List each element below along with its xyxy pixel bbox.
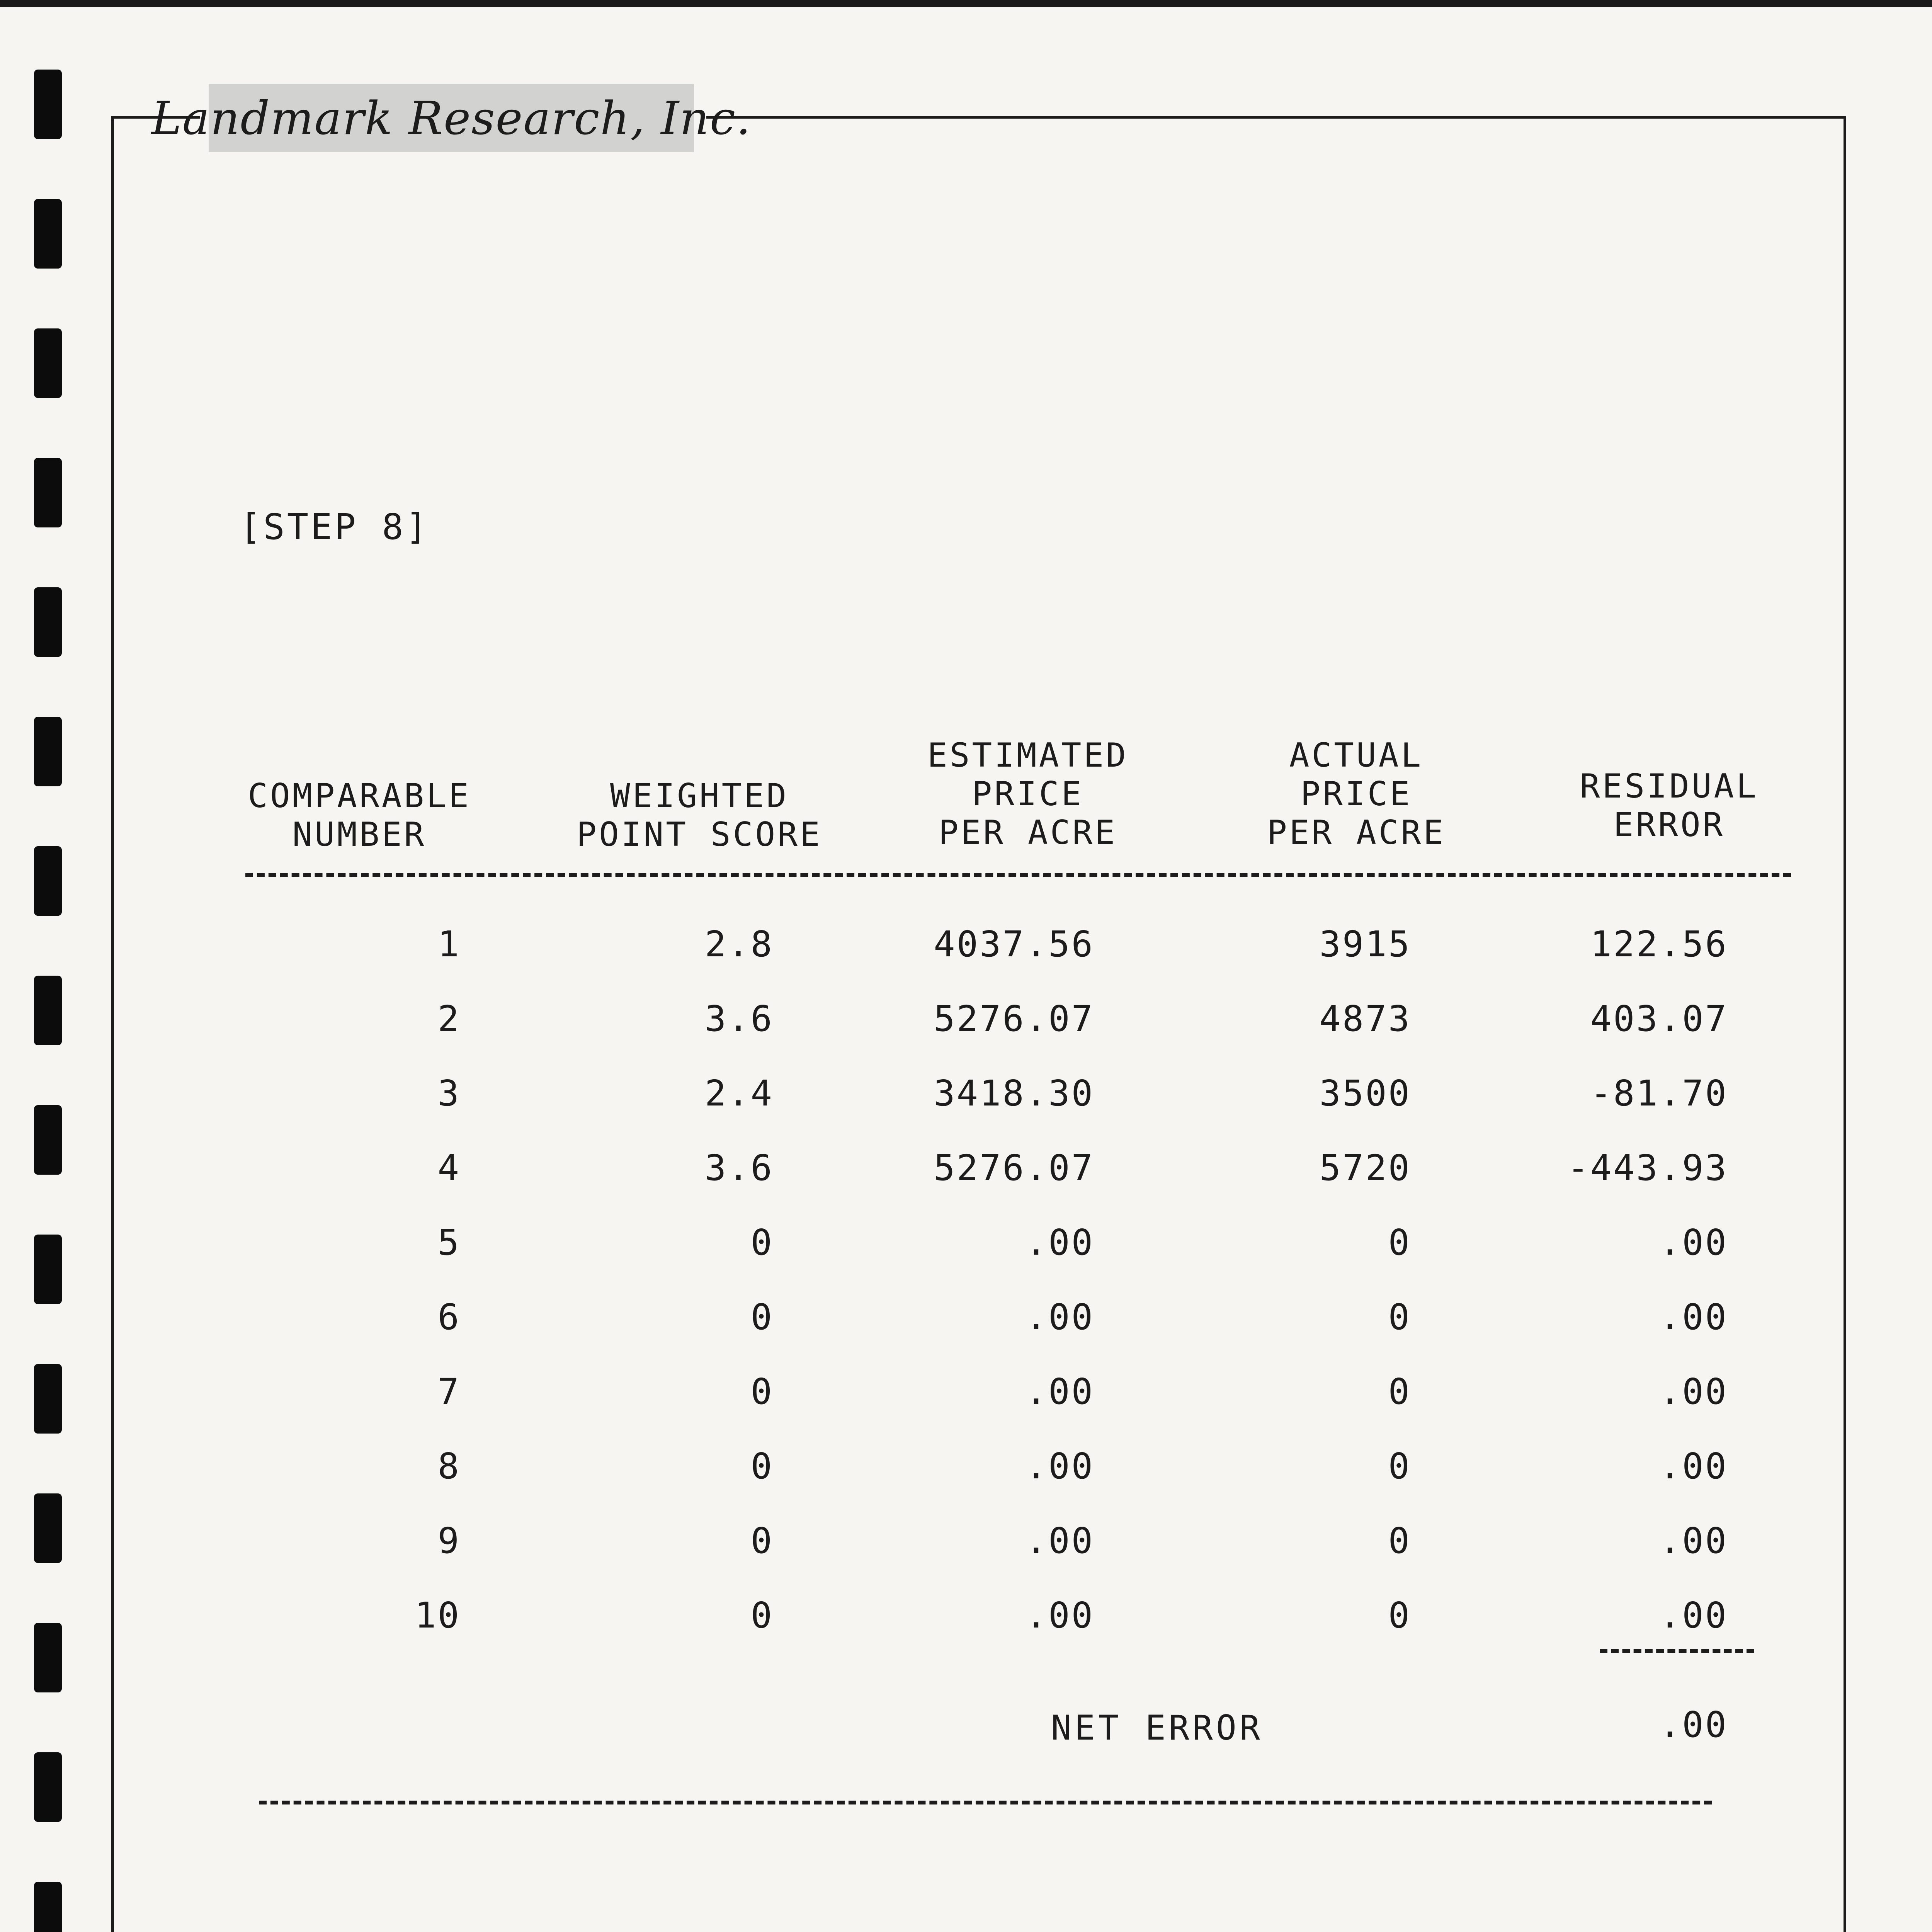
cell-weighted-score: 3.6 — [704, 1147, 774, 1189]
cell-actual-price: 0 — [1388, 1296, 1411, 1338]
table-row — [0, 1520, 1932, 1566]
table-row — [0, 1073, 1932, 1119]
cell-weighted-score: 0 — [750, 1371, 774, 1412]
column-header-comparable-number: COMPARABLE NUMBER — [248, 777, 471, 854]
cell-comparable-number: 3 — [437, 1073, 461, 1114]
cell-actual-price: 0 — [1388, 1520, 1411, 1561]
table-row — [0, 1446, 1932, 1492]
cell-actual-price: 0 — [1388, 1446, 1411, 1487]
table-row — [0, 1222, 1932, 1268]
cell-comparable-number: 9 — [437, 1520, 461, 1561]
cell-weighted-score: 0 — [750, 1446, 774, 1487]
cell-residual-error: .00 — [1659, 1222, 1728, 1263]
cell-comparable-number: 5 — [437, 1222, 461, 1263]
company-name: Landmark Research, Inc. — [151, 92, 752, 145]
cell-comparable-number: 1 — [437, 923, 461, 965]
company-logo — [151, 84, 752, 152]
cell-comparable-number: 6 — [437, 1296, 461, 1338]
table-row — [0, 998, 1932, 1044]
cell-residual-error: .00 — [1659, 1446, 1728, 1487]
table-row — [0, 1371, 1932, 1417]
cell-estimated-price: .00 — [1025, 1595, 1094, 1636]
cell-estimated-price: .00 — [1025, 1222, 1094, 1263]
cell-weighted-score: 2.8 — [704, 923, 774, 965]
cell-comparable-number: 7 — [437, 1371, 461, 1412]
cell-weighted-score: 2.4 — [704, 1073, 774, 1114]
cell-actual-price: 0 — [1388, 1371, 1411, 1412]
binder-hole — [34, 199, 62, 269]
cell-estimated-price: .00 — [1025, 1296, 1094, 1338]
column-header-estimated-price: ESTIMATED PRICE PER ACRE — [927, 736, 1128, 852]
cell-residual-error: .00 — [1659, 1595, 1728, 1636]
cell-actual-price: 3915 — [1319, 923, 1411, 965]
cell-weighted-score: 3.6 — [704, 998, 774, 1039]
binder-hole — [34, 1882, 62, 1932]
cell-actual-price: 4873 — [1319, 998, 1411, 1039]
column-header-weighted-point-score: WEIGHTED POINT SCORE — [577, 777, 822, 854]
cell-comparable-number: 8 — [437, 1446, 461, 1487]
cell-comparable-number: 4 — [437, 1147, 461, 1189]
net-error-value: .00 — [1659, 1704, 1728, 1745]
binder-hole — [34, 846, 62, 916]
header-divider — [245, 873, 1791, 877]
binder-hole — [34, 458, 62, 527]
cell-residual-error: .00 — [1659, 1520, 1728, 1561]
cell-weighted-score: 0 — [750, 1296, 774, 1338]
table-row — [0, 1147, 1932, 1194]
binder-hole — [34, 587, 62, 657]
table-row — [0, 1296, 1932, 1343]
page-top-edge — [0, 0, 1932, 7]
cell-residual-error: .00 — [1659, 1371, 1728, 1412]
footer-divider — [259, 1801, 1712, 1804]
cell-estimated-price: .00 — [1025, 1446, 1094, 1487]
table-row — [0, 1595, 1932, 1641]
cell-weighted-score: 0 — [750, 1520, 774, 1561]
cell-weighted-score: 0 — [750, 1595, 774, 1636]
cell-residual-error: 122.56 — [1590, 923, 1728, 965]
binder-hole — [34, 328, 62, 398]
cell-residual-error: 403.07 — [1590, 998, 1728, 1039]
cell-residual-error: -443.93 — [1567, 1147, 1728, 1189]
cell-estimated-price: .00 — [1025, 1371, 1094, 1412]
net-error-label: NET ERROR — [1051, 1708, 1263, 1748]
cell-estimated-price: 5276.07 — [934, 1147, 1094, 1189]
cell-estimated-price: .00 — [1025, 1520, 1094, 1561]
binder-hole — [34, 717, 62, 786]
cell-actual-price: 5720 — [1319, 1147, 1411, 1189]
cell-comparable-number: 2 — [437, 998, 461, 1039]
binder-hole — [34, 1752, 62, 1822]
column-header-residual-error: RESIDUAL ERROR — [1580, 767, 1759, 844]
cell-estimated-price: 5276.07 — [934, 998, 1094, 1039]
cell-estimated-price: 3418.30 — [934, 1073, 1094, 1114]
cell-actual-price: 0 — [1388, 1222, 1411, 1263]
frame-top-right — [706, 116, 1846, 119]
sum-divider — [1600, 1649, 1754, 1653]
cell-actual-price: 0 — [1388, 1595, 1411, 1636]
cell-estimated-price: 4037.56 — [934, 923, 1094, 965]
step-label: [STEP 8] — [240, 506, 430, 548]
cell-comparable-number: 10 — [415, 1595, 461, 1636]
cell-residual-error: .00 — [1659, 1296, 1728, 1338]
column-header-actual-price: ACTUAL PRICE PER ACRE — [1267, 736, 1446, 852]
cell-actual-price: 3500 — [1319, 1073, 1411, 1114]
binder-hole — [34, 70, 62, 139]
cell-weighted-score: 0 — [750, 1222, 774, 1263]
cell-residual-error: -81.70 — [1590, 1073, 1728, 1114]
table-row — [0, 923, 1932, 970]
